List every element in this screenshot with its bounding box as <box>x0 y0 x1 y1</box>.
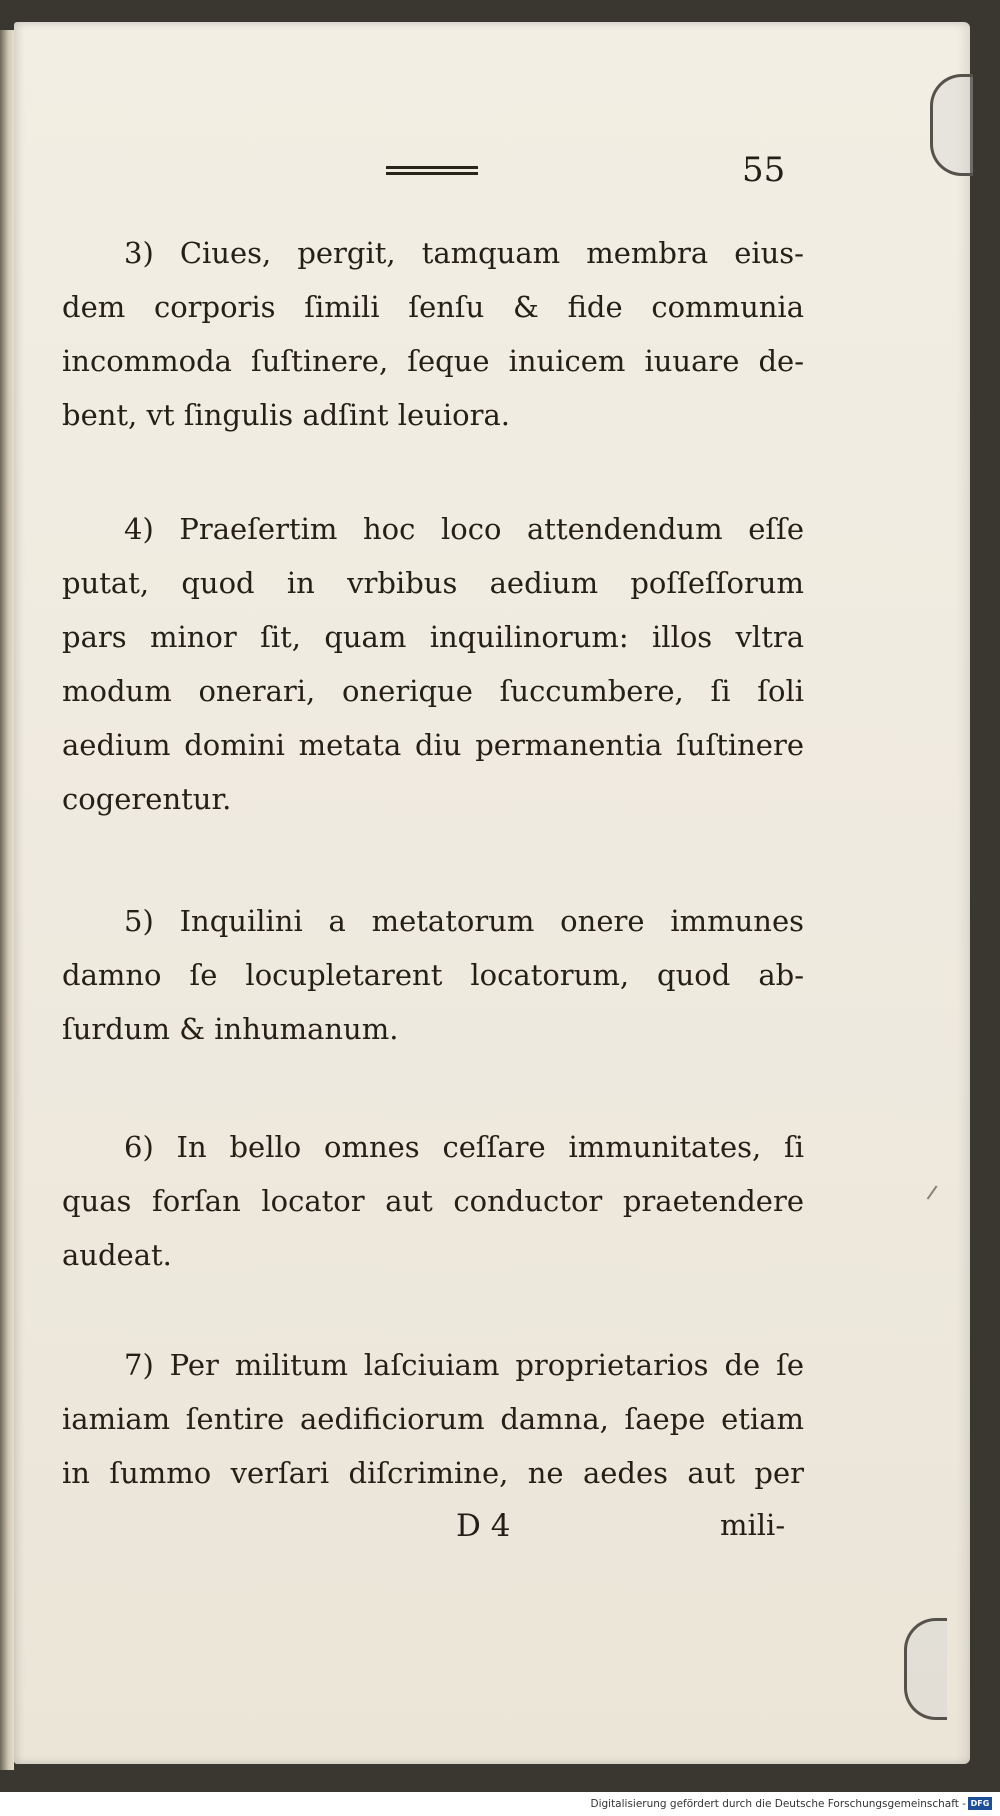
header-rule <box>386 166 478 180</box>
text-line: putat, quod in vrbibus aedium poſſeſſorum <box>62 566 804 600</box>
paragraph-6 <box>62 1120 804 1282</box>
paragraph-3 <box>62 226 804 442</box>
text-line: 6) In bello omnes ceſſare immunitates, ſi <box>124 1130 804 1164</box>
text-line: damno ſe locupletarent locatorum, quod ab- <box>62 958 804 992</box>
text-line: 4) Praeſertim hoc loco attendendum eſſe <box>124 512 804 546</box>
text-line: ſurdum & inhumanum. <box>62 1012 399 1046</box>
text-line: 7) Per militum laſciuiam proprietarios de ſe <box>124 1348 804 1382</box>
catchword: mili- <box>720 1508 786 1542</box>
page-clip-icon <box>930 74 973 176</box>
text-line: dem corporis ſimili ſenſu & fide communia <box>62 290 804 324</box>
paragraph-5 <box>62 894 804 1056</box>
page-number: 55 <box>742 150 786 190</box>
left-page-edge <box>0 30 14 1770</box>
text-line: quas forſan locator aut conductor praetendere <box>62 1184 804 1218</box>
page-clip-icon <box>904 1618 947 1720</box>
signature-mark: D 4 <box>456 1508 511 1544</box>
text-line: audeat. <box>62 1238 172 1272</box>
text-line: 3) Ciues, pergit, tamquam membra eius- <box>124 236 804 270</box>
text-line: cogerentur. <box>62 782 232 816</box>
text-line: modum onerari, onerique ſuccumbere, ſi ſoli <box>62 674 804 708</box>
text-line: incommoda ſuſtinere, ſeque inuicem iuuare de- <box>62 344 804 378</box>
text-line: pars minor ſit, quam inquilinorum: illos vltra <box>62 620 804 654</box>
paragraph-7 <box>62 1338 804 1500</box>
text-line: iamiam ſentire aedificiorum damna, ſaepe etiam <box>62 1402 804 1436</box>
text-line: bent, vt ſingulis adſint leuiora. <box>62 398 510 432</box>
paragraph-4 <box>62 502 804 826</box>
dfg-logo-icon[interactable]: DFG <box>968 1797 992 1810</box>
digitization-footer <box>0 1792 1000 1816</box>
text-line: 5) Inquilini a metatorum onere immunes <box>124 904 804 938</box>
text-line: aedium domini metata diu permanentia ſuſtinere <box>62 728 804 762</box>
footer-credit: Digitalisierung gefördert durch die Deutsche Forschungsgemeinschaft - <box>590 1798 966 1810</box>
text-line: in ſummo verſari diſcrimine, ne aedes aut per <box>62 1456 804 1490</box>
